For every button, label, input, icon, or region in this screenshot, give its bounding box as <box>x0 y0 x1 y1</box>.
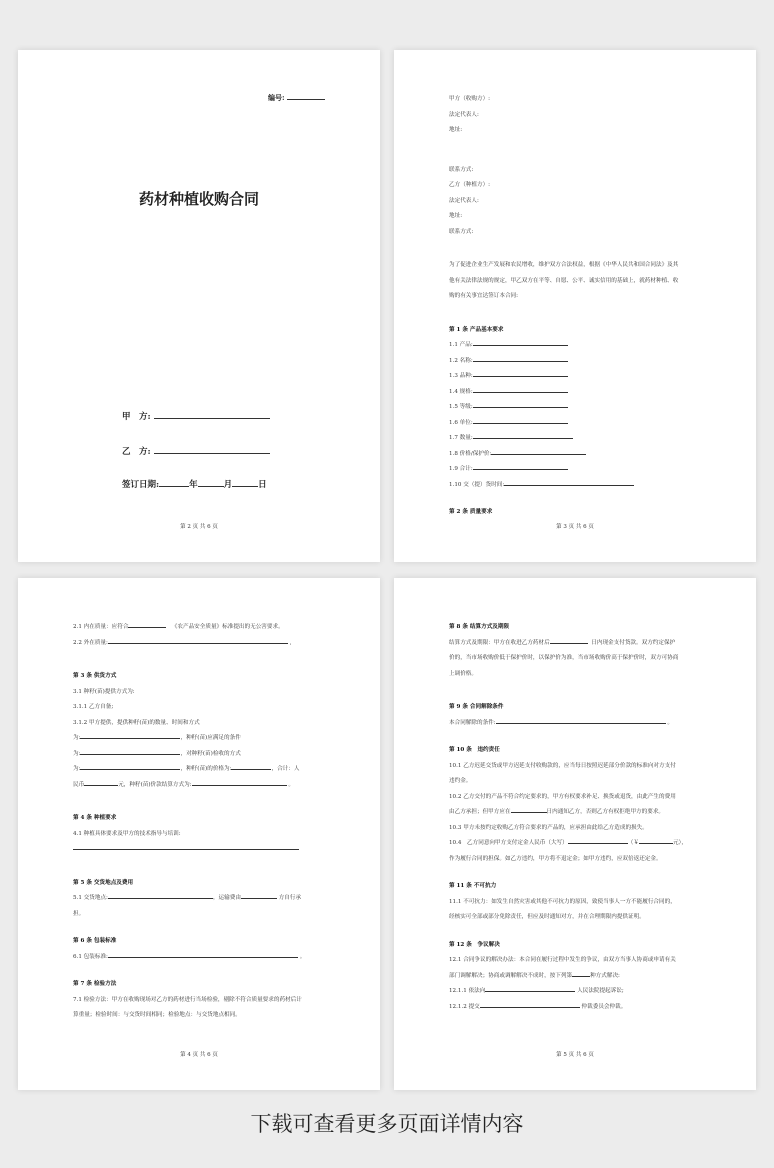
blank-line <box>232 478 258 487</box>
contract-page-terms-1 <box>18 578 380 1090</box>
spacer <box>449 151 716 163</box>
blank-line <box>154 410 270 419</box>
spacer <box>73 793 340 811</box>
section-heading: 第 11 条 不可抗力 <box>449 883 497 889</box>
text-line: 民币 元，种籽(苗)价款结算方式为: 。 <box>73 778 340 794</box>
text-line: 经核实可全部或部分免除责任，但应及时通知对方，并在合理期限内提供证明。 <box>449 914 645 920</box>
text-line: 12.1.2 提交 仲裁委员会仲裁。 <box>449 1000 716 1016</box>
text-line: 为: ，种籽(苗)应满足的条件 <box>73 731 340 747</box>
text-line: 10.1 乙方迟延交货或甲方迟延支付收购款的，应当每日按照迟延部分价款的标准向对方支付 <box>449 762 676 769</box>
blank-line <box>473 431 573 439</box>
blank-line <box>159 478 189 487</box>
section-heading: 第 7 条 检验方法 <box>73 981 117 987</box>
text-line: 上调价格。 <box>449 670 477 677</box>
section-heading: 第 12 条 争议解决 <box>449 941 500 948</box>
blank-line <box>80 762 180 770</box>
blank-line <box>80 731 180 739</box>
blank-line <box>491 447 586 455</box>
text-line: 10.4 乙方同意向甲方支付定金人民币（大写） （￥ 元）， <box>449 836 716 852</box>
blank-line <box>231 762 271 770</box>
blank-line <box>473 369 568 377</box>
text-line: 12.1.1 依法向 人民法院提起诉讼; <box>449 984 716 1000</box>
text-line: 5.1 交货地点: ，运输费由 方自行承 <box>73 891 340 907</box>
download-caption: 下载可查看更多页面详情内容 <box>250 1112 524 1136</box>
blank-line <box>485 984 575 992</box>
text-line: 算重量；检验时间：与交货时间相同；检验地点：与交货地点相同。 <box>73 1012 241 1018</box>
spacer <box>73 922 340 934</box>
spacer <box>449 926 716 938</box>
text-line: 7.1 检验方法：甲方在收购现场对乙方的药材进行当场检验，剔除不符合质量要求的药材后计 <box>73 996 302 1003</box>
blank-line <box>154 445 270 454</box>
section-heading: 第 3 条 供货方式 <box>73 673 117 679</box>
blank-line <box>108 891 213 899</box>
text-line <box>73 842 340 858</box>
text-line: 3.1.1 乙方自备; <box>73 704 114 710</box>
blank-line <box>241 891 277 899</box>
blank-line <box>128 620 166 628</box>
blank-line <box>73 842 299 850</box>
blank-line <box>496 716 666 724</box>
text-line: 价的，当市场收购价低于保护价时，以保护价为准，当市场收购价高于保护价时，双方可协商 <box>449 655 679 661</box>
text-line: 10.3 甲方未按约定收购乙方符合要求的产品的，应承担由此给乙方造成的损失。 <box>449 824 648 831</box>
text-line: 1.5 等级: <box>449 400 716 416</box>
text-line: 违约金。 <box>449 778 472 784</box>
text-line: 2.2 外在质量: , <box>73 636 340 652</box>
blank-line <box>108 950 298 958</box>
blank-line <box>504 478 634 486</box>
spacer <box>73 965 340 977</box>
spacer <box>449 731 716 743</box>
section-heading: 第 10 条 违约责任 <box>449 747 500 753</box>
blank-line <box>80 747 180 755</box>
text-line: 部门调解解决；协商或调解解决不成时，按下列第 种方式解决: <box>449 969 716 985</box>
blank-line <box>473 400 568 408</box>
spacer <box>449 305 716 323</box>
contract-title: 药材种植收购合同 <box>138 190 259 208</box>
spacer <box>449 493 716 505</box>
page-footer: 第 2 页 共 6 页 <box>180 524 218 530</box>
blank-line <box>473 416 568 424</box>
party-b-field: 乙 方: <box>122 445 270 457</box>
text-line: 联系方式: <box>449 166 474 173</box>
sign-date-field: 签订日期: 年 月 日 <box>122 480 267 490</box>
blank-line <box>108 636 288 644</box>
text-line: 为了促进企业生产发展和农民增收，维护双方合法权益，根据《中华人民共和国合同法》及其 <box>449 262 679 268</box>
text-line: 10.2 乙方交付的产品不符合约定要求的，甲方有权要求补足、换货或退货，由此产生的费用 <box>449 793 676 800</box>
blank-line <box>473 338 568 346</box>
page-footer: 第 5 页 共 6 页 <box>556 1052 594 1058</box>
text-line: 地址: <box>449 127 463 133</box>
section-heading: 第 8 条 结算方式及期限 <box>449 624 510 630</box>
text-line: 1.1 产品: <box>449 338 716 354</box>
text-line: 法定代表人: <box>449 197 479 204</box>
contract-page-cover <box>18 50 380 562</box>
blank-line <box>511 805 547 813</box>
blank-line <box>198 478 224 487</box>
text-line: 1.10 交（提）货时间: <box>449 478 716 494</box>
blank-line <box>550 636 588 644</box>
text-line: 1.9 合计: <box>449 462 716 478</box>
spacer <box>449 139 716 151</box>
blank-line <box>473 354 568 362</box>
text-line: 4.1 种植具体要求及甲方的技术指导与培训: <box>73 830 181 837</box>
text-line: 12.1 合同争议的解决办法：本合同在履行过程中发生的争议，由双方当事人协商或申请有关 <box>449 957 676 963</box>
text-line: 由乙方承担；但甲方应在 日内通知乙方，否则乙方有权拒绝甲方的要求。 <box>449 805 716 821</box>
contract-number: 编号: <box>268 92 325 103</box>
text-line: 6.1 包装标准: 。 <box>73 950 340 966</box>
text-line: 担。 <box>73 910 85 917</box>
text-line: 1.8 价格/保护价: <box>449 447 716 463</box>
spacer <box>73 651 340 669</box>
section-heading: 第 6 条 包装标准 <box>73 938 117 944</box>
section-heading: 第 9 条 合同解除条件 <box>449 704 504 710</box>
text-line: 联系方式: <box>449 228 474 235</box>
page-footer: 第 4 页 共 6 页 <box>180 1052 218 1058</box>
text-line: 他有关法律法规的规定，甲乙双方在平等、自愿、公平、诚实信用的基础上，就药材种植、收 <box>449 277 679 284</box>
spacer <box>449 682 716 700</box>
text-line: 乙方（种植方）: <box>449 182 491 188</box>
page-footer: 第 3 页 共 6 页 <box>556 524 594 530</box>
text-line: 2.1 内在质量：应符合 《农产品安全质量》标准提出的无公害要求。 <box>73 620 340 636</box>
text-line: 法定代表人: <box>449 111 479 118</box>
text-line: 为: ，对种籽(苗)检收的方式 <box>73 747 340 763</box>
text-line: 地址: <box>449 213 463 219</box>
blank-line <box>473 385 568 393</box>
text-line: 1.6 单位: <box>449 416 716 432</box>
blank-line <box>480 1000 580 1008</box>
section-heading: 第 2 条 质量要求 <box>449 509 493 515</box>
page-text <box>449 92 716 521</box>
text-line: 购的有关事宜达签订本合同: <box>449 293 519 299</box>
text-line: 为: ，种籽(苗)的价格为: ，合计：人 <box>73 762 340 778</box>
text-line: 本合同解除的条件: 。 <box>449 716 716 732</box>
text-line: 1.2 名称: <box>449 354 716 370</box>
text-line: 甲方（收购方）: <box>449 96 491 102</box>
page-text <box>73 620 340 1024</box>
page-text <box>449 620 716 1015</box>
blank-line <box>192 778 287 786</box>
section-heading: 第 1 条 产品基本要求 <box>449 326 504 333</box>
text-line: 结算方式及期限：甲方在收进乙方药材后 日内现金支付货款。双方约定保护 <box>449 636 716 652</box>
section-heading: 第 5 条 交货地点及费用 <box>73 879 134 886</box>
blank-line <box>572 969 590 977</box>
blank-line <box>84 778 118 786</box>
blank-line <box>639 836 673 844</box>
text-line: 3.1.2 甲方提供，提供种籽(苗)的数量、时间和方式 <box>73 719 200 726</box>
blank-line <box>568 836 628 844</box>
text-line: 1.7 数量: <box>449 431 716 447</box>
text-line: 作为履行合同的担保。如乙方违约，甲方将不退定金；如甲方违约，应双倍返还定金。 <box>449 855 662 862</box>
text-line: 1.4 规格: <box>449 385 716 401</box>
text-line: 3.1 种籽(苗)提供方式为: <box>73 688 135 695</box>
blank-line <box>287 92 325 100</box>
contract-page-terms-2 <box>394 578 756 1090</box>
section-heading: 第 4 条 种植要求 <box>73 815 117 821</box>
party-a-field: 甲 方: <box>122 410 270 422</box>
contract-page-parties <box>394 50 756 562</box>
spacer <box>449 867 716 879</box>
spacer <box>449 240 716 258</box>
blank-line <box>473 462 568 470</box>
text-line: 11.1 不可抗力：如发生自然灾害或其他不可抗力的原因，致使当事人一方不能履行合同的， <box>449 898 676 905</box>
spacer <box>73 858 340 876</box>
text-line: 1.3 品种: <box>449 369 716 385</box>
